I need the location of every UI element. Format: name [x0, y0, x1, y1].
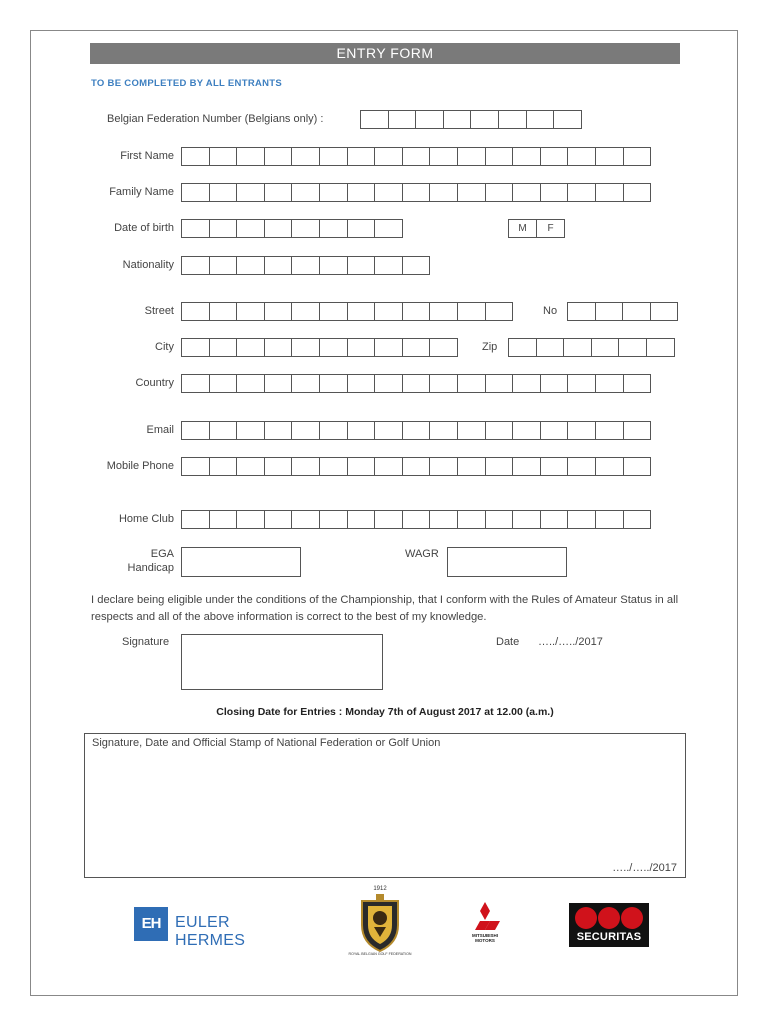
declaration-text: I declare being eligible under the conditions of the Championship, that I conform with the Rules of Amateur Status in all respects and all of the above information is correct to the best of my knowledge. — [91, 594, 679, 623]
character-cell[interactable] — [181, 338, 210, 357]
character-cell[interactable] — [209, 510, 238, 529]
character-cell[interactable] — [429, 147, 458, 166]
character-cell[interactable] — [415, 110, 444, 129]
first-name-field[interactable] — [181, 147, 650, 166]
character-cell[interactable] — [402, 510, 431, 529]
character-cell[interactable] — [374, 219, 403, 238]
character-cell[interactable] — [595, 510, 624, 529]
character-cell[interactable] — [264, 183, 293, 202]
form-subtitle: TO BE COMPLETED BY ALL ENTRANTS — [91, 78, 283, 89]
character-cell[interactable] — [429, 510, 458, 529]
character-cell[interactable] — [512, 510, 541, 529]
character-cell[interactable] — [553, 110, 582, 129]
character-cell[interactable] — [540, 510, 569, 529]
character-cell[interactable] — [374, 302, 403, 321]
character-cell[interactable] — [181, 374, 210, 393]
character-cell[interactable] — [319, 510, 348, 529]
city-field[interactable] — [181, 338, 457, 357]
character-cell[interactable] — [429, 302, 458, 321]
character-cell[interactable] — [623, 183, 652, 202]
character-cell[interactable] — [374, 147, 403, 166]
character-cell[interactable] — [623, 457, 652, 476]
street-field[interactable] — [181, 302, 512, 321]
character-cell[interactable] — [347, 421, 376, 440]
character-cell[interactable] — [429, 183, 458, 202]
character-cell[interactable] — [181, 457, 210, 476]
character-cell[interactable] — [374, 457, 403, 476]
character-cell[interactable] — [595, 302, 624, 321]
character-cell[interactable] — [264, 457, 293, 476]
character-cell[interactable] — [360, 110, 389, 129]
character-cell[interactable] — [563, 338, 592, 357]
character-cell[interactable] — [319, 183, 348, 202]
character-cell[interactable] — [291, 183, 320, 202]
character-cell[interactable] — [540, 147, 569, 166]
character-cell[interactable] — [347, 302, 376, 321]
character-cell[interactable] — [429, 421, 458, 440]
dob-label: Date of birth — [114, 222, 174, 234]
mitsubishi-line1: MITSUBISHI — [471, 933, 498, 938]
euler-hermes-logo — [134, 906, 294, 949]
securitas-logo — [569, 903, 649, 947]
character-cell[interactable] — [512, 457, 541, 476]
character-cell[interactable] — [181, 256, 210, 275]
character-cell[interactable] — [402, 256, 431, 275]
character-cell[interactable] — [236, 147, 265, 166]
character-cell[interactable] — [319, 338, 348, 357]
email-field[interactable] — [181, 421, 650, 440]
character-cell[interactable] — [181, 183, 210, 202]
character-cell[interactable] — [264, 219, 293, 238]
character-cell[interactable] — [347, 338, 376, 357]
crest-icon — [350, 893, 410, 953]
character-cell[interactable] — [347, 147, 376, 166]
character-cell[interactable] — [209, 338, 238, 357]
character-cell[interactable] — [236, 510, 265, 529]
character-cell[interactable] — [567, 421, 596, 440]
character-cell[interactable] — [457, 302, 486, 321]
character-cell[interactable] — [181, 510, 210, 529]
character-cell[interactable] — [567, 510, 596, 529]
ega-label-line2: Handicap — [127, 562, 174, 574]
character-cell[interactable] — [264, 338, 293, 357]
date-label: Date — [496, 636, 520, 648]
country-label: Country — [135, 377, 174, 389]
securitas-dots-icon — [569, 904, 649, 932]
nationality-field[interactable] — [181, 256, 429, 275]
character-cell[interactable] — [388, 110, 417, 129]
form-title: ENTRY FORM — [90, 43, 680, 64]
character-cell[interactable] — [291, 374, 320, 393]
character-cell[interactable] — [618, 338, 647, 357]
character-cell[interactable] — [374, 183, 403, 202]
character-cell[interactable] — [236, 256, 265, 275]
family-name-field[interactable] — [181, 183, 650, 202]
email-label: Email — [146, 424, 174, 436]
character-cell[interactable] — [526, 110, 555, 129]
federation-caption: ROYAL BELGIAN GOLF FEDERATION — [348, 952, 412, 956]
federation-crest-logo — [350, 886, 410, 960]
euler-hermes-name: EULER HERMES — [175, 914, 246, 949]
character-cell[interactable] — [540, 183, 569, 202]
character-cell[interactable] — [485, 374, 514, 393]
character-cell[interactable] — [181, 421, 210, 440]
character-cell[interactable] — [209, 256, 238, 275]
character-cell[interactable] — [595, 421, 624, 440]
character-cell[interactable] — [347, 374, 376, 393]
euler-hermes-mark: EH — [134, 907, 168, 941]
character-cell[interactable] — [209, 183, 238, 202]
character-cell[interactable] — [319, 374, 348, 393]
character-cell[interactable] — [402, 421, 431, 440]
character-cell[interactable] — [512, 183, 541, 202]
character-cell[interactable] — [291, 457, 320, 476]
character-cell[interactable] — [347, 219, 376, 238]
character-cell[interactable] — [512, 421, 541, 440]
character-cell[interactable] — [595, 183, 624, 202]
home-club-label: Home Club — [118, 513, 174, 525]
character-cell[interactable] — [485, 302, 514, 321]
character-cell[interactable] — [264, 421, 293, 440]
character-cell[interactable] — [429, 338, 458, 357]
mitsubishi-diamonds-icon — [465, 901, 505, 935]
character-cell[interactable] — [623, 374, 652, 393]
character-cell[interactable] — [457, 374, 486, 393]
character-cell[interactable] — [485, 147, 514, 166]
character-cell[interactable] — [264, 374, 293, 393]
character-cell[interactable] — [402, 183, 431, 202]
character-cell[interactable] — [429, 457, 458, 476]
character-cell[interactable] — [457, 421, 486, 440]
character-cell[interactable] — [485, 457, 514, 476]
character-cell[interactable] — [264, 256, 293, 275]
character-cell[interactable] — [319, 457, 348, 476]
character-cell[interactable] — [512, 374, 541, 393]
closing-date: Closing Date for Entries : Monday 7th of August 2017 at 12.00 (a.m.) — [216, 706, 554, 718]
character-cell[interactable] — [209, 457, 238, 476]
zip-label: Zip — [482, 341, 498, 353]
character-cell[interactable] — [402, 457, 431, 476]
character-cell[interactable] — [264, 510, 293, 529]
nationality-label: Nationality — [122, 259, 174, 271]
mobile-field[interactable] — [181, 457, 650, 476]
character-cell[interactable] — [623, 147, 652, 166]
character-cell[interactable] — [402, 147, 431, 166]
character-cell[interactable] — [319, 256, 348, 275]
character-cell[interactable] — [236, 338, 265, 357]
gender-selector — [508, 219, 564, 238]
character-cell[interactable] — [209, 421, 238, 440]
wagr-label: WAGR — [405, 548, 439, 560]
character-cell[interactable] — [429, 374, 458, 393]
city-label: City — [155, 341, 174, 353]
character-cell[interactable] — [181, 219, 210, 238]
character-cell[interactable] — [291, 147, 320, 166]
character-cell[interactable] — [181, 147, 210, 166]
character-cell[interactable] — [374, 256, 403, 275]
ega-handicap-field[interactable] — [181, 547, 301, 577]
signature-label: Signature — [122, 636, 170, 648]
character-cell[interactable] — [236, 374, 265, 393]
family-name-label: Family Name — [109, 186, 174, 198]
character-cell[interactable] — [319, 219, 348, 238]
country-field[interactable] — [181, 374, 650, 393]
character-cell[interactable] — [319, 421, 348, 440]
character-cell[interactable] — [319, 302, 348, 321]
character-cell[interactable] — [595, 457, 624, 476]
character-cell[interactable] — [457, 183, 486, 202]
federation-stamp-box[interactable] — [84, 733, 686, 878]
character-cell[interactable] — [236, 183, 265, 202]
character-cell[interactable] — [291, 256, 320, 275]
no-label: No — [543, 305, 558, 317]
character-cell[interactable] — [264, 147, 293, 166]
character-cell[interactable] — [508, 338, 537, 357]
character-cell[interactable] — [291, 510, 320, 529]
character-cell[interactable] — [485, 421, 514, 440]
character-cell[interactable] — [540, 421, 569, 440]
character-cell[interactable] — [291, 219, 320, 238]
character-cell[interactable] — [457, 457, 486, 476]
character-cell[interactable] — [512, 147, 541, 166]
federation-year: 1912 — [373, 886, 387, 892]
zip-field[interactable] — [508, 338, 674, 357]
character-cell[interactable] — [646, 338, 675, 357]
character-cell[interactable] — [319, 147, 348, 166]
character-cell[interactable] — [536, 338, 565, 357]
stamp-label: Signature, Date and Official Stamp of National Federation or Golf Union — [92, 737, 441, 749]
character-cell[interactable] — [209, 302, 238, 321]
character-cell[interactable] — [498, 110, 527, 129]
date-value[interactable]: …../…../2017 — [538, 636, 603, 648]
character-cell[interactable] — [236, 421, 265, 440]
character-cell[interactable] — [236, 457, 265, 476]
mitsubishi-motors-logo — [465, 901, 505, 951]
character-cell[interactable] — [623, 421, 652, 440]
character-cell[interactable] — [374, 510, 403, 529]
character-cell[interactable] — [291, 338, 320, 357]
character-cell[interactable] — [623, 510, 652, 529]
character-cell[interactable] — [209, 219, 238, 238]
securitas-name: SECURITAS — [576, 931, 642, 943]
character-cell[interactable] — [457, 147, 486, 166]
gender-m-option[interactable]: M — [508, 219, 537, 238]
character-cell[interactable] — [236, 302, 265, 321]
character-cell[interactable] — [591, 338, 620, 357]
ega-label-line1: EGA — [150, 548, 174, 560]
character-cell[interactable] — [540, 457, 569, 476]
character-cell[interactable] — [236, 219, 265, 238]
character-cell[interactable] — [485, 510, 514, 529]
character-cell[interactable] — [622, 302, 651, 321]
character-cell[interactable] — [374, 338, 403, 357]
character-cell[interactable] — [291, 421, 320, 440]
character-cell[interactable] — [567, 457, 596, 476]
character-cell[interactable] — [567, 302, 596, 321]
mitsubishi-line2: MOTORS — [475, 938, 495, 943]
character-cell[interactable] — [347, 510, 376, 529]
character-cell[interactable] — [540, 374, 569, 393]
house-number-field[interactable] — [567, 302, 677, 321]
character-cell[interactable] — [402, 374, 431, 393]
character-cell[interactable] — [402, 338, 431, 357]
stamp-date: …../…../2017 — [612, 862, 677, 874]
character-cell[interactable] — [209, 147, 238, 166]
wagr-field[interactable] — [447, 547, 567, 577]
character-cell[interactable] — [595, 374, 624, 393]
character-cell[interactable] — [567, 374, 596, 393]
character-cell[interactable] — [567, 147, 596, 166]
signature-field[interactable] — [181, 634, 383, 690]
first-name-label: First Name — [120, 150, 174, 162]
character-cell[interactable] — [209, 374, 238, 393]
belgian-number-field[interactable] — [360, 110, 581, 129]
dob-field[interactable] — [181, 219, 402, 238]
character-cell[interactable] — [264, 302, 293, 321]
character-cell[interactable] — [181, 302, 210, 321]
character-cell[interactable] — [485, 183, 514, 202]
character-cell[interactable] — [443, 110, 472, 129]
character-cell[interactable] — [595, 147, 624, 166]
street-label: Street — [144, 305, 174, 317]
character-cell[interactable] — [347, 256, 376, 275]
character-cell[interactable] — [567, 183, 596, 202]
character-cell[interactable] — [650, 302, 679, 321]
character-cell[interactable] — [374, 421, 403, 440]
character-cell[interactable] — [402, 302, 431, 321]
character-cell[interactable] — [347, 183, 376, 202]
mobile-label: Mobile Phone — [106, 460, 174, 472]
gender-f-option[interactable]: F — [536, 219, 565, 238]
character-cell[interactable] — [457, 510, 486, 529]
character-cell[interactable] — [374, 374, 403, 393]
belgian-number-label: Belgian Federation Number (Belgians only) : — [107, 113, 324, 125]
character-cell[interactable] — [291, 302, 320, 321]
character-cell[interactable] — [470, 110, 499, 129]
home-club-field[interactable] — [181, 510, 650, 529]
character-cell[interactable] — [347, 457, 376, 476]
